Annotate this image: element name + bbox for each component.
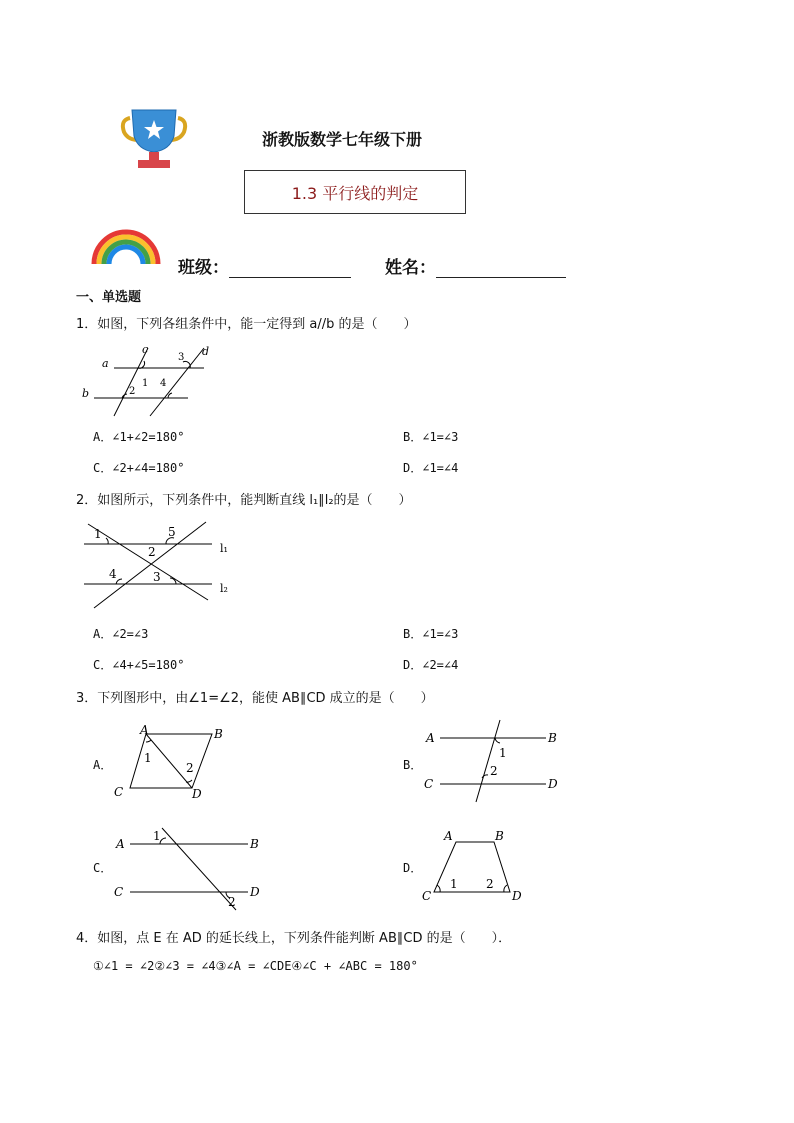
q3-figure-c [110, 822, 270, 912]
fig3d-label-A: A [444, 829, 453, 843]
fig3c-label-B: B [250, 837, 259, 851]
question-1-figure [80, 342, 220, 418]
fig3d-label-B: B [495, 829, 504, 843]
fig1-label-2: 2 [129, 386, 136, 397]
q3-option-b[interactable]: B． [403, 758, 423, 772]
fig3c-label-1: 1 [153, 829, 161, 843]
q3-figure-b [420, 718, 570, 804]
q2-option-a[interactable]: A．∠2=∠3 [93, 627, 149, 641]
class-label: 班级： [178, 258, 229, 278]
fig1-label-3: 3 [178, 352, 185, 363]
name-blank[interactable] [436, 259, 566, 278]
fig3a-label-2: 2 [186, 761, 194, 775]
fig1-label-a: a [102, 357, 109, 370]
q3-figure-a [110, 722, 240, 804]
fig2-label-2: 2 [148, 545, 156, 559]
fig3c-label-A: A [116, 837, 125, 851]
fig3a-label-C: C [114, 785, 124, 799]
q1-option-d[interactable]: D．∠1=∠4 [403, 461, 459, 475]
page-title: 浙教版数学七年级下册 [262, 130, 423, 149]
fig3b-label-1: 1 [499, 746, 507, 760]
fig3b-label-A: A [426, 731, 435, 745]
name-field [385, 253, 566, 278]
section-heading: 一、单选题 [76, 290, 142, 305]
fig3b-label-D: D [548, 777, 558, 791]
fig2-label-5: 5 [168, 525, 176, 539]
q3-option-d[interactable]: D． [403, 861, 423, 875]
name-label: 姓名： [385, 258, 436, 278]
rainbow-icon [90, 226, 162, 266]
q2-option-d[interactable]: D．∠2=∠4 [403, 658, 459, 672]
fig3b-label-2: 2 [490, 764, 498, 778]
question-4-conditions: ①∠1 = ∠2②∠3 = ∠4③∠A = ∠CDE④∠C + ∠ABC = 180° [93, 959, 418, 973]
fig3d-label-C: C [422, 889, 432, 903]
fig2-label-l2: l₂ [220, 582, 228, 595]
question-1-text: 1．如图，下列各组条件中，能一定得到 a//b 的是（ ） [76, 317, 417, 332]
fig3b-label-B: B [548, 731, 557, 745]
fig1-label-1: 1 [142, 378, 149, 389]
class-blank[interactable] [229, 259, 351, 278]
fig3c-label-D: D [250, 885, 260, 899]
class-field [178, 253, 351, 278]
question-2-figure [78, 518, 238, 610]
fig1-label-b: b [82, 387, 90, 400]
fig3a-label-A: A [140, 723, 149, 737]
fig3c-label-2: 2 [228, 895, 236, 909]
fig3a-label-B: B [214, 727, 223, 741]
q1-option-c[interactable]: C．∠2+∠4=180° [93, 461, 185, 475]
fig2-label-3: 3 [153, 570, 161, 584]
question-3-text: 3．下列图形中，由∠1=∠2，能使 AB∥CD 成立的是（ ） [76, 691, 434, 706]
fig1-label-c: c [142, 343, 149, 356]
fig1-label-4: 4 [160, 378, 167, 389]
fig1-label-d: d [202, 345, 210, 358]
q2-option-c[interactable]: C．∠4+∠5=180° [93, 658, 185, 672]
fig3a-label-D: D [192, 787, 202, 801]
fig2-label-4: 4 [109, 567, 117, 581]
question-2-text: 2．如图所示，下列条件中，能判断直线 l₁∥l₂的是（ ） [76, 493, 412, 508]
fig3d-label-D: D [512, 889, 522, 903]
fig2-label-1: 1 [94, 527, 102, 541]
fig3b-label-C: C [424, 777, 434, 791]
q1-option-a[interactable]: A．∠1+∠2=180° [93, 430, 185, 444]
q1-option-b[interactable]: B．∠1=∠3 [403, 430, 459, 444]
fig3c-label-C: C [114, 885, 124, 899]
trophy-icon [118, 106, 190, 170]
fig2-label-l1: l₁ [220, 542, 228, 555]
fig3d-label-1: 1 [450, 877, 458, 891]
q3-option-c[interactable]: C． [93, 861, 113, 875]
q3-option-a[interactable]: A． [93, 758, 113, 772]
question-4-text: 4．如图，点 E 在 AD 的延长线上，下列条件能判断 AB∥CD 的是（ ）． [76, 931, 512, 946]
fig3d-label-2: 2 [486, 877, 494, 891]
q2-option-b[interactable]: B．∠1=∠3 [403, 627, 459, 641]
fig3a-label-1: 1 [144, 751, 152, 765]
q3-figure-d [420, 826, 530, 906]
lesson-subtitle: 1.3 平行线的判定 [244, 170, 466, 214]
